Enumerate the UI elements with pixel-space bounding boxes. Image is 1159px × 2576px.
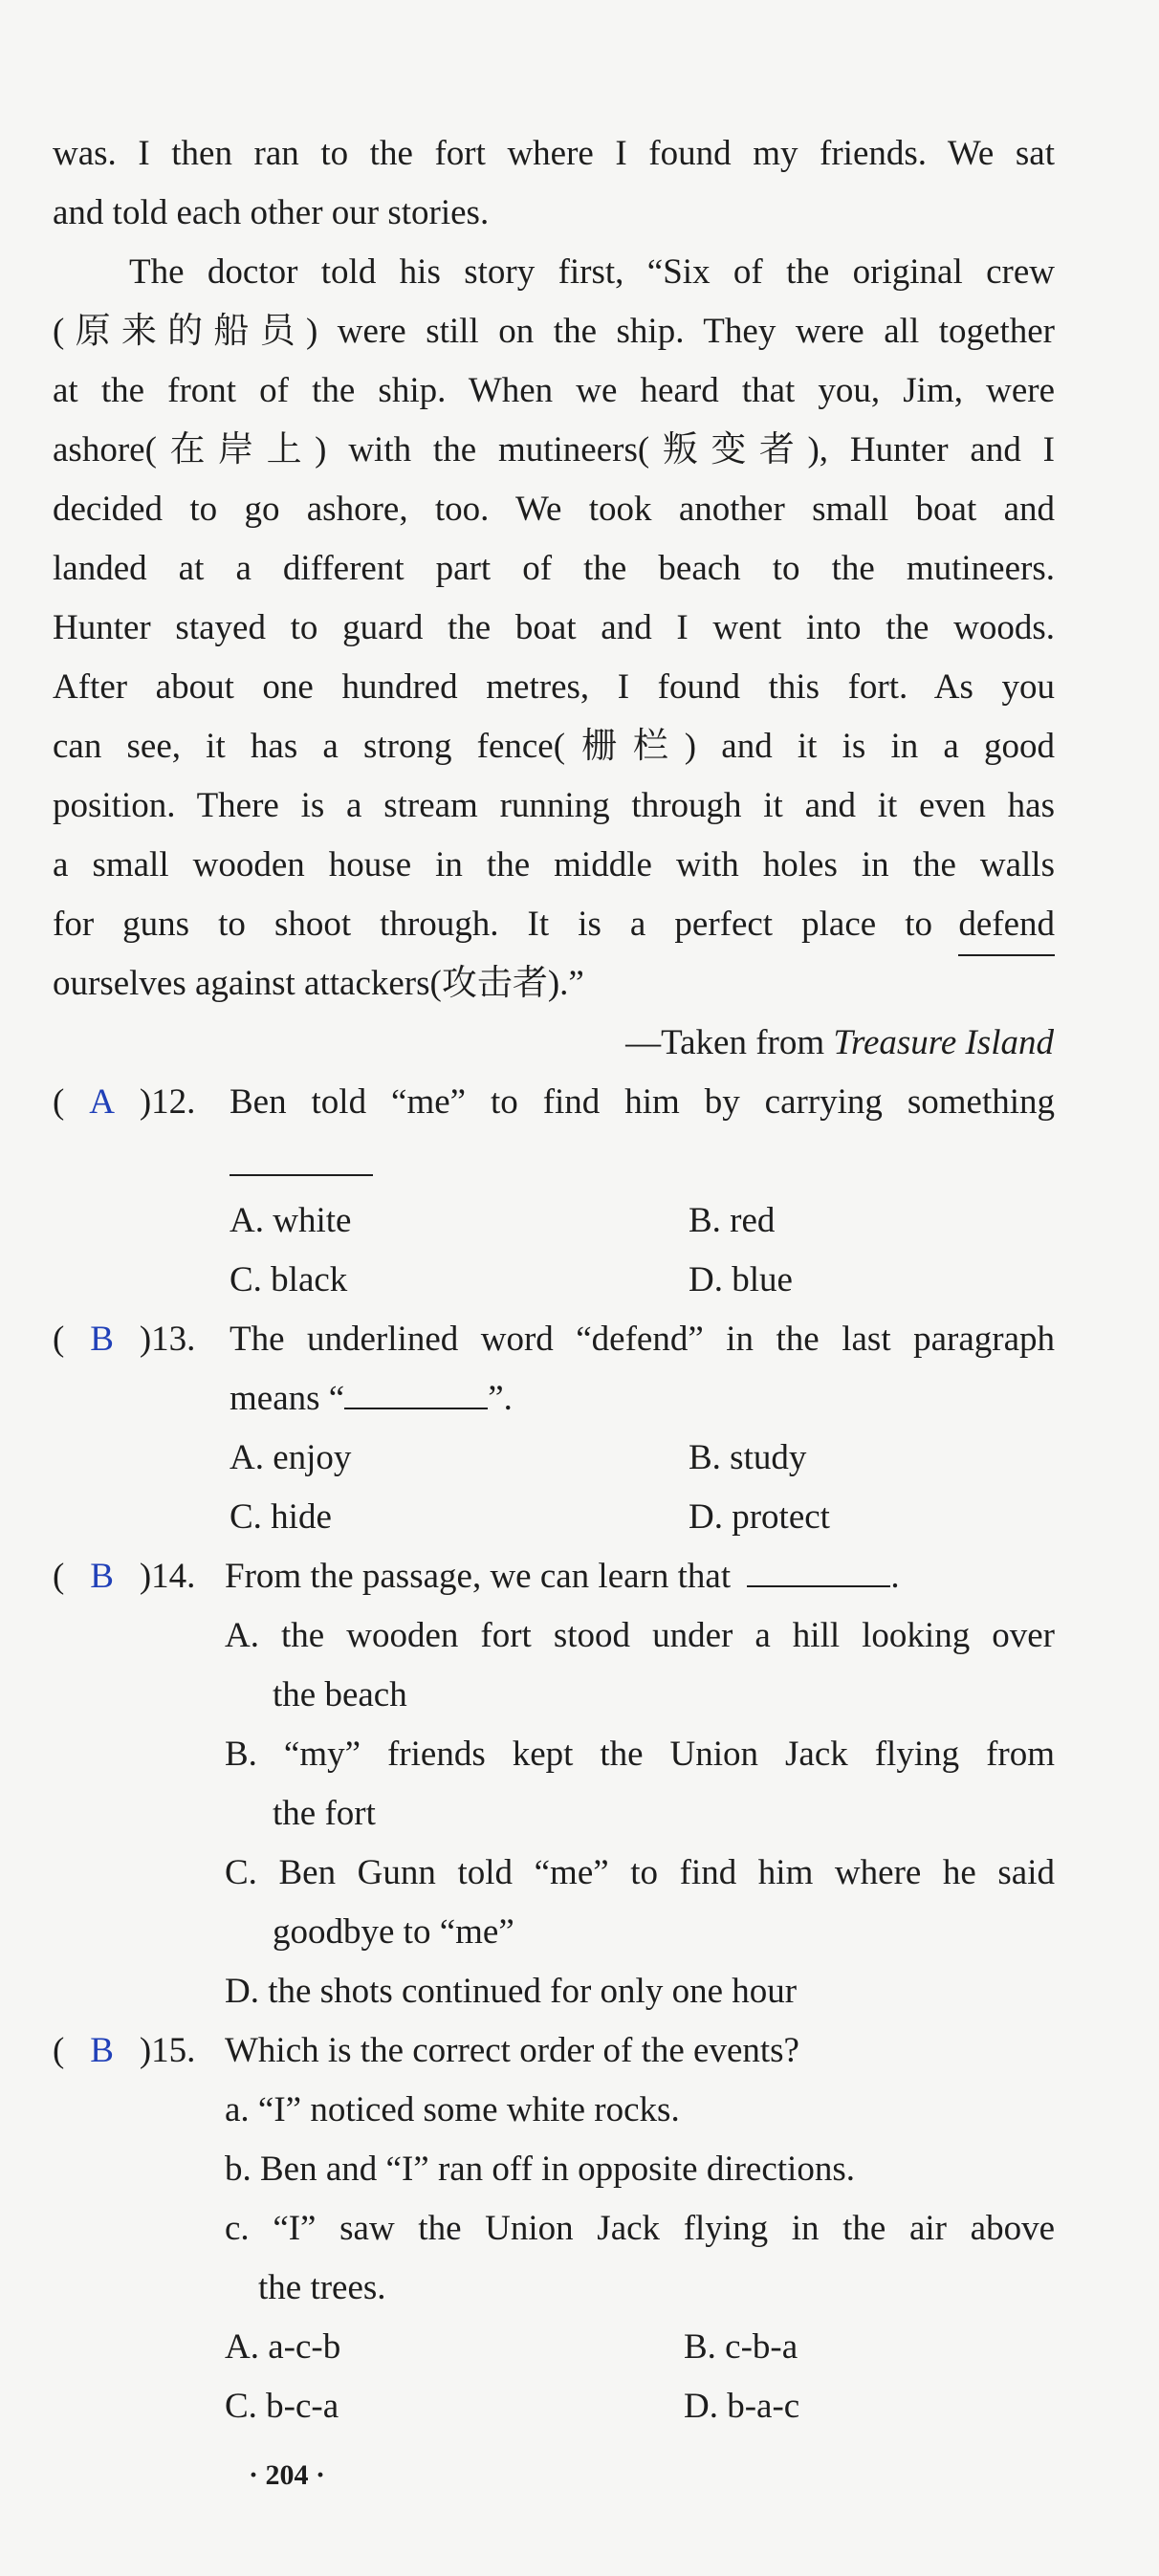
- event-c-cont: the trees.: [258, 2268, 386, 2307]
- event-c: c. “I” saw the Union Jack flying in the air above: [225, 2209, 1055, 2248]
- question-12-header: [53, 1073, 195, 1132]
- passage-line: and told each other our stories.: [53, 193, 490, 232]
- stem-text: .: [890, 1557, 900, 1596]
- passage-line: ourselves against attackers(攻击者).”: [53, 964, 584, 1003]
- answer-15: B: [90, 2031, 114, 2070]
- option-c: C. Ben Gunn told “me” to find him where he said: [225, 1853, 1055, 1892]
- underlined-word: defend: [958, 895, 1055, 956]
- option-b: B. “my” friends kept the Union Jack flying from: [225, 1735, 1055, 1774]
- option-b-cont: the fort: [273, 1794, 376, 1833]
- option-d: D. blue: [689, 1260, 793, 1299]
- option-a: A. enjoy: [230, 1438, 352, 1477]
- passage-line: at the front of the ship. When we heard that you, Jim, were: [53, 371, 1055, 410]
- option-d: D. the shots continued for only one hour: [225, 1972, 798, 2011]
- passage-line: was. I then ran to the fort where I found my friends. We sat: [53, 134, 1055, 173]
- stem-text: From the passage, we can learn that: [225, 1557, 732, 1596]
- page-number: · 204 ·: [248, 2459, 325, 2491]
- question-14-header: [53, 1547, 195, 1606]
- passage-line: The doctor told his story first, “Six of the original crew: [129, 252, 1055, 292]
- answer-blank: [344, 1379, 488, 1409]
- option-a: A. a-c-b: [225, 2327, 341, 2367]
- answer-12: A: [89, 1082, 115, 1122]
- option-a: A. the wooden fort stood under a hill looking over: [225, 1616, 1055, 1655]
- option-d: D. b-a-c: [684, 2387, 800, 2426]
- bracket: (: [53, 1557, 65, 1596]
- option-a-cont: the beach: [273, 1675, 407, 1714]
- source-prefix: —Taken from: [625, 1023, 834, 1062]
- passage-line-with-underline: [53, 895, 1055, 956]
- event-a: a. “I” noticed some white rocks.: [225, 2090, 680, 2129]
- passage-line: ashore(在岸上) with the mutineers(叛变者), Hunter and I: [53, 430, 1055, 469]
- answer-14: B: [90, 1557, 114, 1596]
- passage-line-text: for guns to shoot through. It is a perfect place to: [53, 905, 932, 944]
- source-title: Treasure Island: [833, 1023, 1054, 1062]
- passage-line: position. There is a stream running through it and it even has: [53, 786, 1055, 825]
- passage-source: [625, 1014, 1054, 1073]
- passage-line: a small wooden house in the middle with holes in the walls: [53, 845, 1055, 884]
- passage-line: (原来的船员) were still on the ship. They were all together: [53, 312, 1055, 351]
- question-13-stem: The underlined word “defend” in the last paragraph: [230, 1320, 1055, 1359]
- passage-line: can see, it has a strong fence(栅栏) and it is in a good: [53, 727, 1055, 766]
- question-15-stem: Which is the correct order of the events?: [225, 2031, 799, 2070]
- question-12-stem: Ben told “me” to find him by carrying something: [230, 1082, 1055, 1122]
- option-d: D. protect: [689, 1497, 830, 1537]
- option-b: B. study: [689, 1438, 807, 1477]
- option-b: B. c-b-a: [684, 2327, 798, 2367]
- question-14-stem: [225, 1547, 900, 1606]
- passage-line: landed at a different part of the beach to the mutineers.: [53, 549, 1055, 588]
- question-15-header: [53, 2021, 195, 2081]
- stem-text: ”.: [488, 1379, 513, 1418]
- answer-blank: [747, 1557, 890, 1587]
- option-c: C. black: [230, 1260, 348, 1299]
- bracket: (: [53, 1082, 65, 1122]
- question-number: )14.: [139, 1557, 196, 1596]
- passage-line: Hunter stayed to guard the boat and I went into the woods.: [53, 608, 1055, 647]
- question-number: )15.: [139, 2031, 196, 2070]
- passage-line: After about one hundred metres, I found this fort. As you: [53, 667, 1055, 707]
- question-number: )13.: [139, 1320, 196, 1359]
- question-13-header: [53, 1310, 195, 1369]
- bracket: (: [53, 2031, 65, 2070]
- option-b: B. red: [689, 1201, 776, 1240]
- answer-blank: [230, 1174, 373, 1176]
- question-13-stem-line2: [230, 1369, 513, 1429]
- passage-line: decided to go ashore, too. We took another small boat and: [53, 490, 1055, 529]
- question-number: )12.: [139, 1082, 196, 1122]
- option-c: C. hide: [230, 1497, 332, 1537]
- option-a: A. white: [230, 1201, 352, 1240]
- option-c-cont: goodbye to “me”: [273, 1912, 514, 1952]
- bracket: (: [53, 1320, 65, 1359]
- event-b: b. Ben and “I” ran off in opposite directions.: [225, 2150, 855, 2189]
- option-c: C. b-c-a: [225, 2387, 339, 2426]
- answer-13: B: [90, 1320, 114, 1359]
- stem-text: means “: [230, 1379, 345, 1418]
